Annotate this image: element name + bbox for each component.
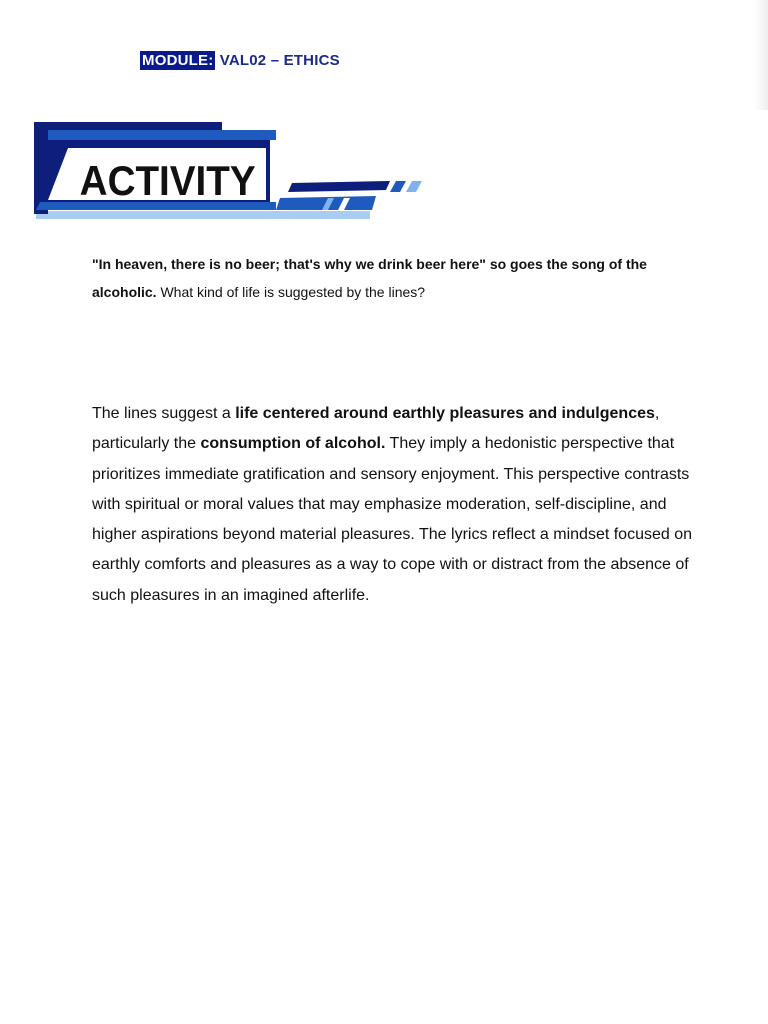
activity-banner	[30, 118, 430, 224]
question-prompt: What kind of life is suggested by the lines?	[156, 284, 426, 300]
answer-text-2: , particularly the	[92, 405, 660, 453]
banner-speed-stripe-4	[406, 181, 422, 192]
banner-light-strip	[36, 211, 370, 219]
banner-title: ACTIVITY	[79, 156, 256, 205]
banner-speed-stripe-3	[390, 181, 406, 192]
banner-blue-stripe	[48, 130, 276, 140]
answer-paragraph	[92, 399, 692, 611]
answer-text-3: They imply a hedonistic perspective that prioritizes immediate gratification and sensory enjoyment. This perspective contrasts with spiritual or moral values that may emphasize moderation, self-discipline, and higher aspirations beyond material pleasures. The lyrics reflect a mindset focused on earthly comforts and pleasures as a way to cope with or distract from the absence of such pleasures in an imagined afterlife.	[92, 435, 693, 604]
page-edge-shadow	[754, 0, 768, 110]
activity-banner-graphic	[30, 118, 430, 224]
banner-speed-stripe-1	[288, 181, 390, 192]
answer-bold-1: life centered around earthly pleasures and indulgences	[235, 405, 655, 422]
question-quote: "In heaven, there is no beer; that's why we drink beer here" so goes the song of the alcoholic.	[92, 256, 647, 300]
answer-text-1: The lines suggest a	[92, 405, 236, 422]
module-title: VAL02 – ETHICS	[215, 52, 340, 69]
banner-top-bar	[34, 122, 222, 130]
module-heading	[140, 52, 340, 69]
question-paragraph	[92, 250, 682, 306]
module-label: MODULE:	[142, 52, 214, 69]
answer-bold-2: consumption of alcohol.	[200, 435, 386, 453]
